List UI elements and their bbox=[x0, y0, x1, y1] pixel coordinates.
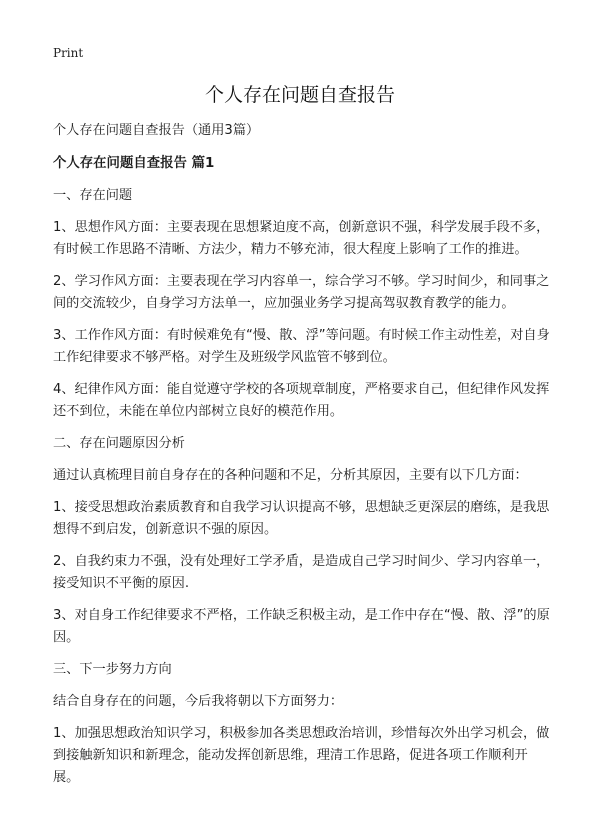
paragraph-next-step-1: 1、加强思想政治知识学习，积极参加各类思想政治培训，珍惜每次外出学习机会，做到接触新知识和新理念，能动发挥创新思维，理清工作思路，促进各项工作顺利开展。 bbox=[53, 726, 550, 785]
paragraph-cause-intro: 通过认真梳理目前自身存在的各种问题和不足，分析其原因，主要有以下几方面： bbox=[53, 468, 528, 483]
heading-next-steps: 三、下一步努力方向 bbox=[53, 662, 172, 677]
paragraph-cause-2: 2、自我约束力不强，没有处理好工学矛盾，是造成自己学习时间少、学习内容单一，接受知识不平衡的原因. bbox=[53, 554, 550, 591]
paragraph-discipline-style: 4、纪律作风方面：能自觉遵守学校的各项规章制度，严格要求自己，但纪律作风发挥还不到位，未能在单位内部树立良好的模范作用。 bbox=[53, 382, 550, 419]
paragraph-work-style: 3、工作作风方面：有时候难免有“慢、散、浮”等问题。有时候工作主动性差，对自身工作纪律要求不够严格。对学生及班级学风监管不够到位。 bbox=[53, 328, 550, 365]
section-heading: 个人存在问题自查报告 篇1 bbox=[53, 156, 215, 171]
print-link[interactable]: Print bbox=[53, 46, 84, 60]
document-body bbox=[53, 120, 551, 799]
heading-cause-analysis: 二、存在问题原因分析 bbox=[53, 436, 185, 451]
paragraph-cause-1: 1、接受思想政治素质教育和自我学习认识提高不够，思想缺乏更深层的磨练，是我思想得不到启发，创新意识不强的原因。 bbox=[53, 500, 550, 537]
paragraph-study-style: 2、学习作风方面：主要表现在学习内容单一，综合学习不够。学习时间少，和同事之间的交流较少，自身学习方法单一，应加强业务学习提高驾驭教育教学的能力。 bbox=[53, 274, 550, 311]
paragraph-next-steps-intro: 结合自身存在的问题，今后我将朝以下方面努力： bbox=[53, 694, 344, 709]
paragraph-thinking-style: 1、思想作风方面：主要表现在思想紧迫度不高，创新意识不强，科学发展手段不多，有时候工作思路不清晰、方法少，精力不够充沛，很大程度上影响了工作的推进。 bbox=[53, 220, 550, 257]
paragraph-cause-3: 3、对自身工作纪律要求不严格，工作缺乏积极主动，是工作中存在“慢、散、浮”的原因。 bbox=[53, 608, 550, 645]
heading-existing-problems: 一、存在问题 bbox=[53, 188, 133, 203]
document-title: 个人存在问题自查报告 bbox=[204, 84, 395, 106]
document-subtitle: 个人存在问题自查报告（通用3篇） bbox=[53, 123, 260, 138]
